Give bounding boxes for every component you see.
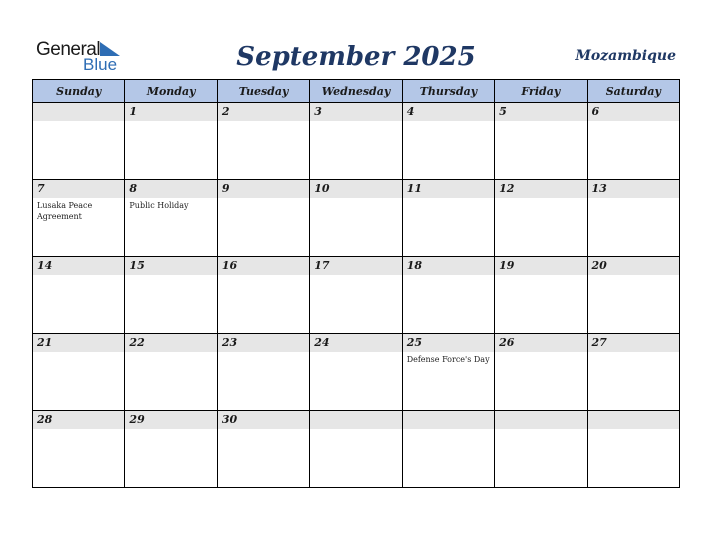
- day-number: 30: [218, 411, 309, 429]
- weekday-header-row: [33, 80, 680, 103]
- day-number: 20: [588, 257, 679, 275]
- day-number: 22: [125, 334, 216, 352]
- day-number: 3: [310, 103, 401, 121]
- day-cell: [33, 257, 125, 334]
- country-label: Mozambique: [575, 48, 676, 64]
- day-number: [33, 103, 124, 121]
- calendar-title: September 2025: [236, 42, 476, 72]
- day-cell: [217, 103, 309, 180]
- calendar-grid: [32, 79, 680, 488]
- day-number: 29: [125, 411, 216, 429]
- day-number: 5: [495, 103, 586, 121]
- day-number: 10: [310, 180, 401, 198]
- day-number: 13: [588, 180, 679, 198]
- weekday-header: Thursday: [402, 80, 494, 103]
- day-cell: [125, 257, 217, 334]
- day-cell: [217, 411, 309, 488]
- day-number: 23: [218, 334, 309, 352]
- day-number: [310, 411, 401, 429]
- day-cell: [33, 103, 125, 180]
- week-row: [33, 103, 680, 180]
- day-cell: [402, 411, 494, 488]
- holiday-label: Defense Force's Day: [406, 355, 490, 364]
- day-number: 19: [495, 257, 586, 275]
- week-row: [33, 180, 680, 257]
- holiday-label: Lusaka Peace Agreement: [37, 201, 93, 221]
- day-number: 6: [588, 103, 679, 121]
- day-cell: [495, 411, 587, 488]
- day-number: 26: [495, 334, 586, 352]
- day-number: [495, 411, 586, 429]
- day-number: 16: [218, 257, 309, 275]
- day-cell: [125, 411, 217, 488]
- day-cell: [310, 334, 402, 411]
- day-cell: [495, 257, 587, 334]
- logo-general-text: General: [36, 39, 101, 60]
- day-cell: [587, 257, 679, 334]
- day-number: 21: [33, 334, 124, 352]
- day-cell: [310, 103, 402, 180]
- day-number: 15: [125, 257, 216, 275]
- day-cell: [217, 180, 309, 257]
- day-number: 8: [125, 180, 216, 198]
- weekday-header: Saturday: [587, 80, 679, 103]
- day-number: 12: [495, 180, 586, 198]
- day-number: [588, 411, 679, 429]
- day-cell: [310, 180, 402, 257]
- day-cell: [402, 103, 494, 180]
- day-cell: [587, 334, 679, 411]
- weekday-header: Tuesday: [217, 80, 309, 103]
- day-number: [403, 411, 494, 429]
- weekday-header: Sunday: [33, 80, 125, 103]
- day-cell: [125, 180, 217, 257]
- day-cell: [310, 411, 402, 488]
- day-cell: [495, 103, 587, 180]
- day-number: 28: [33, 411, 124, 429]
- holiday-label: Public Holiday: [129, 201, 189, 210]
- day-cell: [495, 180, 587, 257]
- day-number: 7: [33, 180, 124, 198]
- day-number: 18: [403, 257, 494, 275]
- day-cell: [587, 103, 679, 180]
- weekday-header: Friday: [495, 80, 587, 103]
- weekday-header: Monday: [125, 80, 217, 103]
- logo-blue-text: Blue: [83, 55, 118, 74]
- week-row: [33, 334, 680, 411]
- day-number: 17: [310, 257, 401, 275]
- day-cell: [587, 411, 679, 488]
- week-row: [33, 257, 680, 334]
- day-number: 11: [403, 180, 494, 198]
- day-cell: [402, 257, 494, 334]
- day-number: 25: [403, 334, 494, 352]
- day-cell: [33, 334, 125, 411]
- day-number: 4: [403, 103, 494, 121]
- day-number: 9: [218, 180, 309, 198]
- day-cell: [495, 334, 587, 411]
- day-cell: [587, 180, 679, 257]
- day-cell: [125, 103, 217, 180]
- day-number: 27: [588, 334, 679, 352]
- day-number: 14: [33, 257, 124, 275]
- day-cell: [33, 180, 125, 257]
- week-row: [33, 411, 680, 488]
- day-cell: [402, 334, 494, 411]
- day-number: 1: [125, 103, 216, 121]
- day-cell: [33, 411, 125, 488]
- day-cell: [310, 257, 402, 334]
- day-number: 2: [218, 103, 309, 121]
- day-cell: [125, 334, 217, 411]
- day-cell: [217, 257, 309, 334]
- day-cell: [402, 180, 494, 257]
- weekday-header: Wednesday: [310, 80, 402, 103]
- day-cell: [217, 334, 309, 411]
- day-number: 24: [310, 334, 401, 352]
